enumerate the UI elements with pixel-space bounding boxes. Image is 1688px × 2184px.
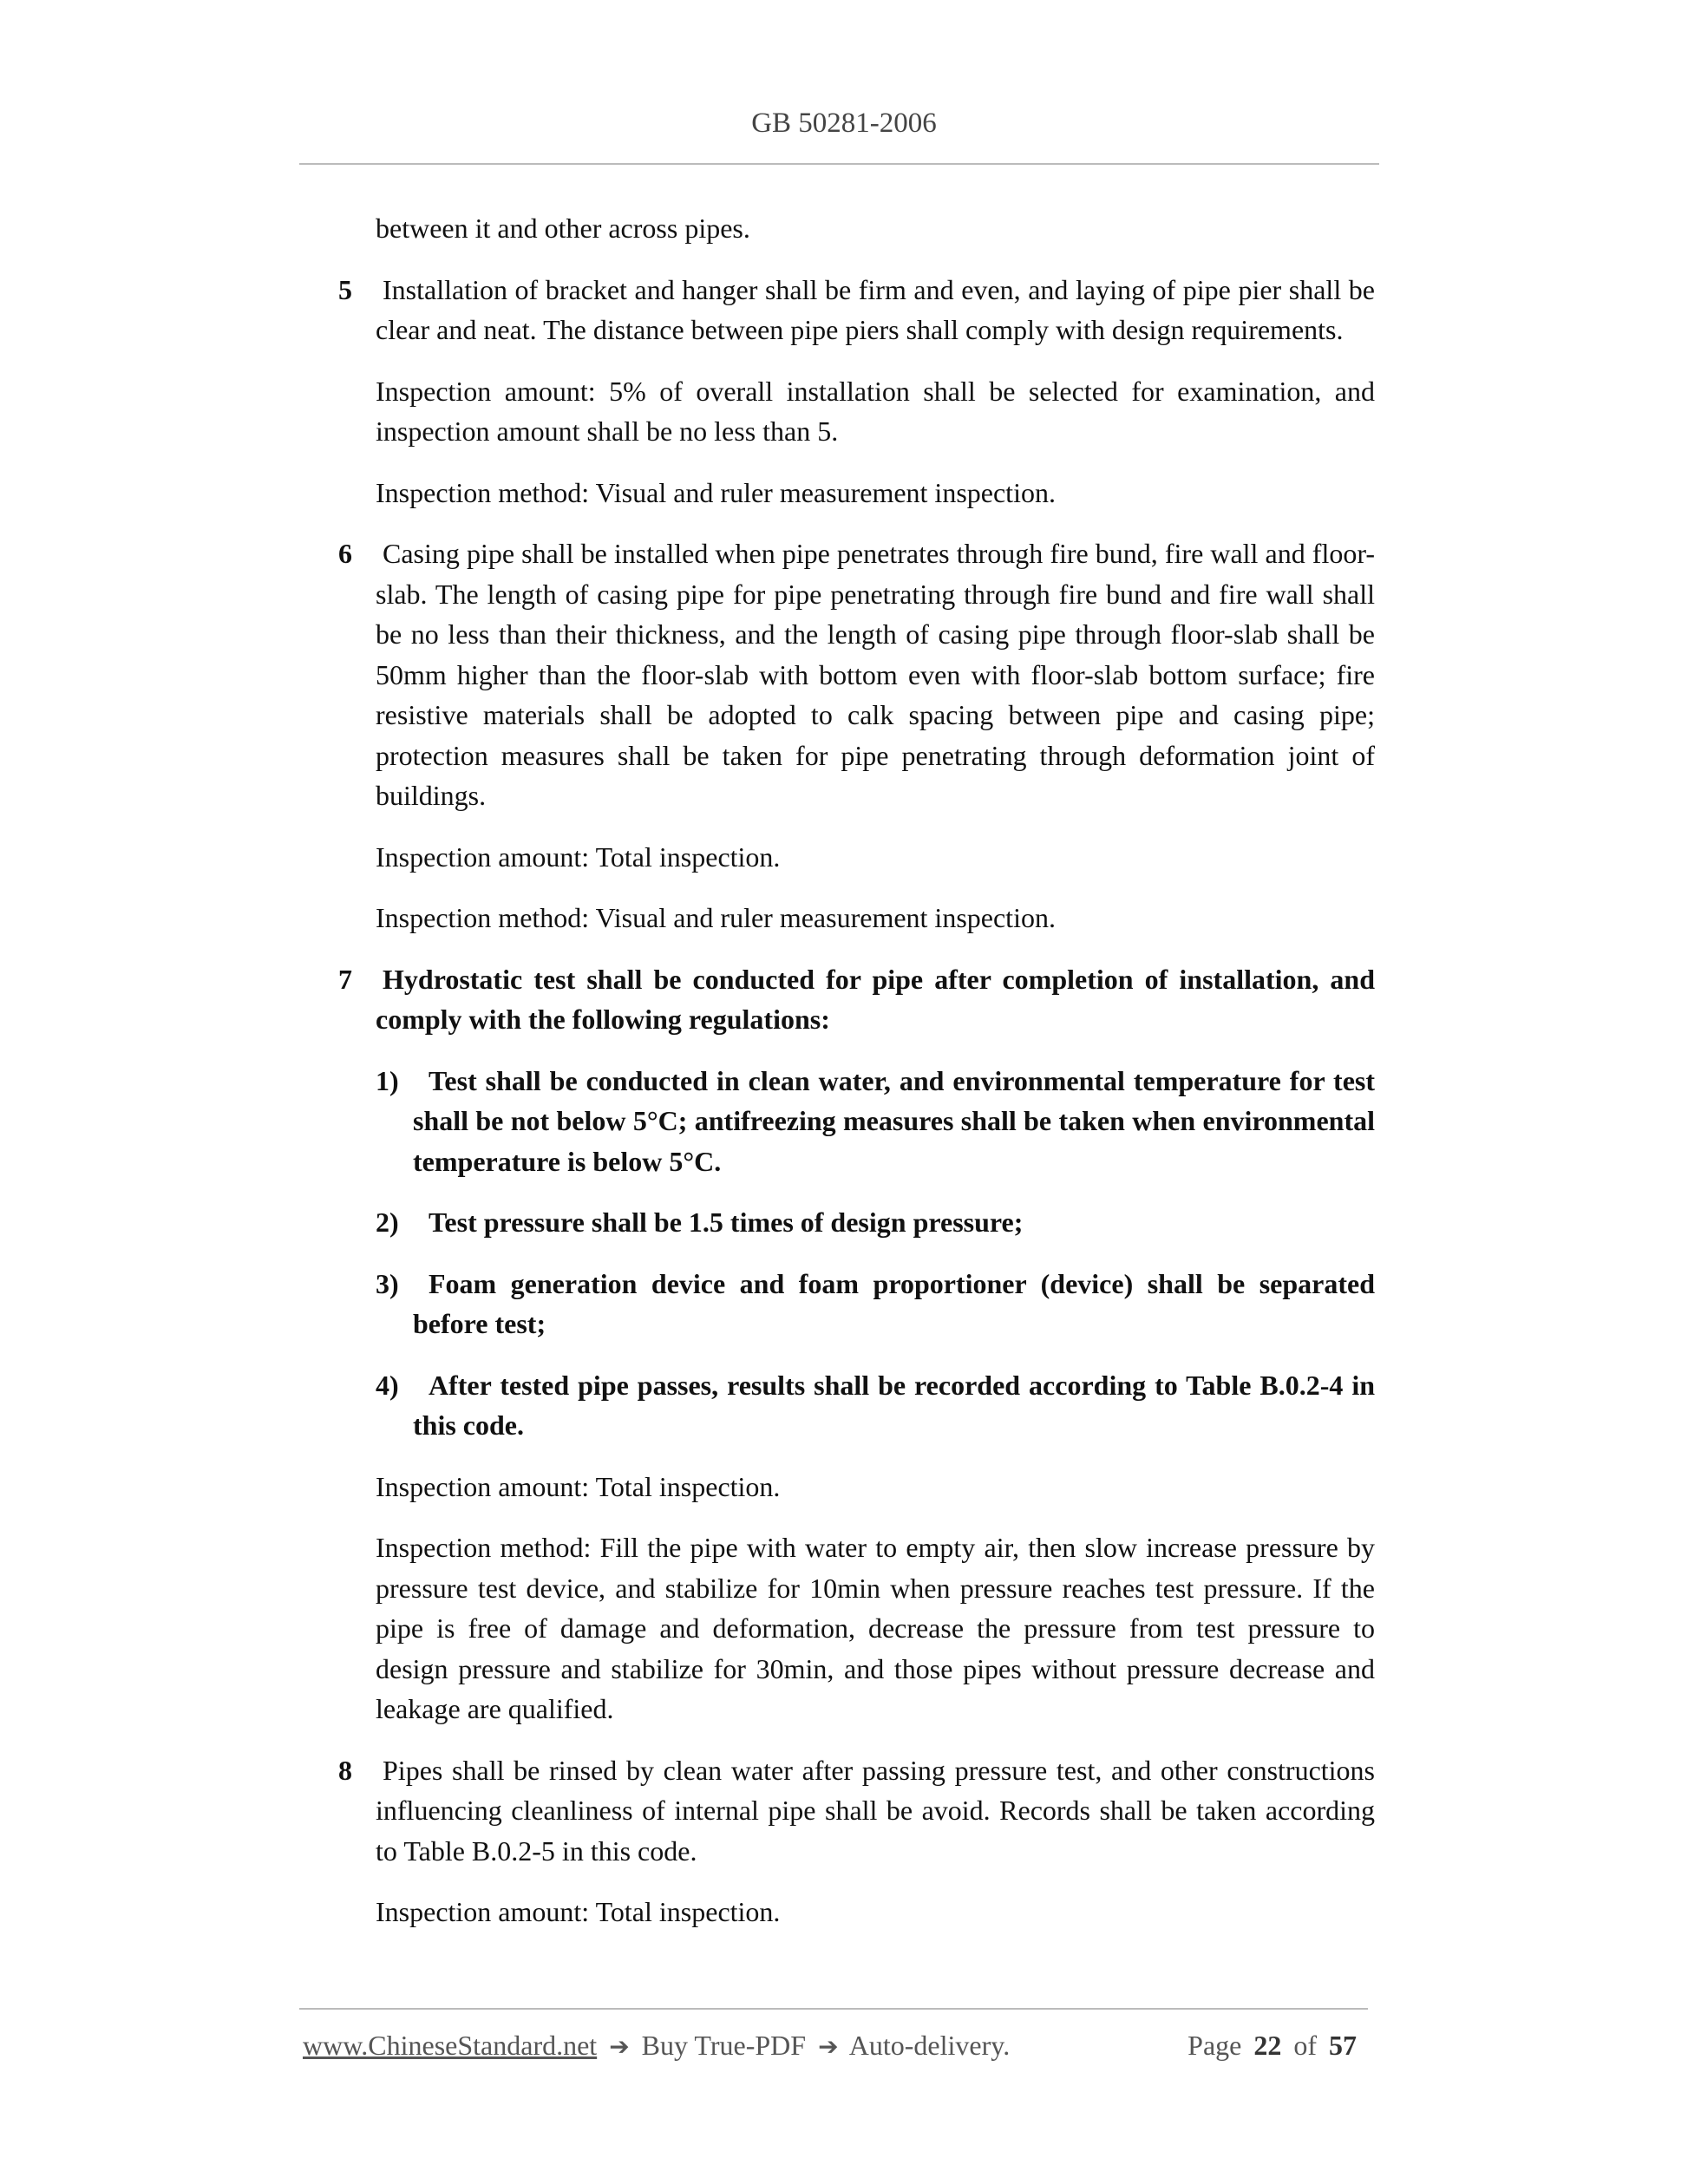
arrow-right-icon: ➔ bbox=[818, 2032, 839, 2061]
arrow-right-icon: ➔ bbox=[609, 2032, 630, 2061]
inspection-amount: Inspection amount: Total inspection. bbox=[376, 1896, 781, 1927]
page-indicator bbox=[1187, 2030, 1362, 2062]
website-link[interactable]: www.ChineseStandard.net bbox=[303, 2030, 598, 2061]
header-divider bbox=[299, 163, 1379, 165]
inspection-method: Inspection method: Fill the pipe with water to empty air, then slow increase pressure by pressure test device, and stabilize for 10min when pressure reaches test pressure. If the pipe is free of damage and deformation, decrease the pressure from test pressure to design pressure and stabilize for 30min, and those pipes without pressure decrease and leakage are qualified. bbox=[376, 1532, 1375, 1724]
sub-clause-number: 1) bbox=[376, 1064, 399, 1096]
total-pages: 57 bbox=[1329, 2030, 1357, 2061]
clause-text: Casing pipe shall be installed when pipe penetrates through fire bund, fire wall and floor-slab. The length of casing pipe for pipe penetrating through fire bund and fire wall shall be no less than their thickness, and the length of casing pipe through floor-slab shall be 50mm higher than the floor-slab with bottom even with floor-slab bottom surface; fire resistive materials shall be adopted to calk spacing between pipe and casing pipe; protection measures shall be taken for pipe penetrating through deformation joint of buildings. bbox=[376, 538, 1375, 811]
sub-clause-text: Test pressure shall be 1.5 times of design pressure; bbox=[429, 1206, 1024, 1238]
inspection-method: Inspection method: Visual and ruler measurement inspection. bbox=[376, 476, 1056, 508]
sub-clause-text: Test shall be conducted in clean water, and environmental temperature for test shall be not below 5°C; antifreezing measures shall be taken when environmental temperature is below 5°C. bbox=[413, 1064, 1375, 1177]
sub-clause-3 bbox=[376, 1264, 1375, 1344]
inspection-amount: Inspection amount: 5% of overall installation shall be selected for examination, and inspection amount shall be no less than 5. bbox=[376, 375, 1375, 447]
inspection-amount: Inspection amount: Total inspection. bbox=[376, 1470, 781, 1502]
footer-divider bbox=[299, 2008, 1368, 2010]
sub-clause-text: After tested pipe passes, results shall be recorded according to Table B.0.2-4 in this code. bbox=[413, 1369, 1375, 1441]
sub-clause-number: 4) bbox=[376, 1369, 399, 1401]
auto-delivery-text: Auto-delivery. bbox=[848, 2030, 1011, 2061]
clause-text: Installation of bracket and hanger shall be firm and even, and laying of pipe pier shall be clear and neat. The distance between pipe piers shall comply with design requirements. bbox=[376, 273, 1375, 345]
inspection-amount: Inspection amount: Total inspection. bbox=[376, 840, 781, 873]
page-label: Page bbox=[1187, 2030, 1242, 2061]
clause-8 bbox=[338, 1750, 1375, 1872]
buy-pdf-text: Buy True-PDF bbox=[641, 2030, 807, 2061]
page-number: 22 bbox=[1253, 2030, 1282, 2061]
footer-promo bbox=[303, 2030, 1010, 2062]
inspection-method: Inspection method: Visual and ruler measurement inspection. bbox=[376, 902, 1056, 933]
clause-text: Pipes shall be rinsed by clean water after passing pressure test, and other constructions influencing cleanliness of internal pipe shall be avoid. Records shall be taken according to Table B.0.2-5 in this code. bbox=[376, 1754, 1375, 1867]
clause-6 bbox=[338, 533, 1375, 816]
sub-clause-number: 3) bbox=[376, 1267, 399, 1299]
clause-5 bbox=[338, 270, 1375, 350]
sub-clause-text: Foam generation device and foam proportioner (device) shall be separated before test; bbox=[413, 1267, 1375, 1339]
document-body bbox=[338, 208, 1375, 1953]
page-header-title: GB 50281-2006 bbox=[751, 108, 937, 139]
clause-text: Hydrostatic test shall be conducted for pipe after completion of installation, and comply with the following regulations: bbox=[376, 963, 1375, 1035]
sub-clause-number: 2) bbox=[376, 1206, 399, 1238]
clause-number: 8 bbox=[338, 1754, 352, 1786]
sub-clause-1 bbox=[376, 1061, 1375, 1182]
clause-7 bbox=[338, 959, 1375, 1040]
clause-number: 6 bbox=[338, 538, 352, 569]
intro-paragraph: between it and other across pipes. bbox=[376, 213, 750, 244]
sub-clause-2 bbox=[376, 1202, 1375, 1243]
sub-clause-4 bbox=[376, 1365, 1375, 1446]
clause-number: 5 bbox=[338, 273, 352, 305]
of-label: of bbox=[1293, 2030, 1317, 2061]
clause-number: 7 bbox=[338, 963, 352, 995]
